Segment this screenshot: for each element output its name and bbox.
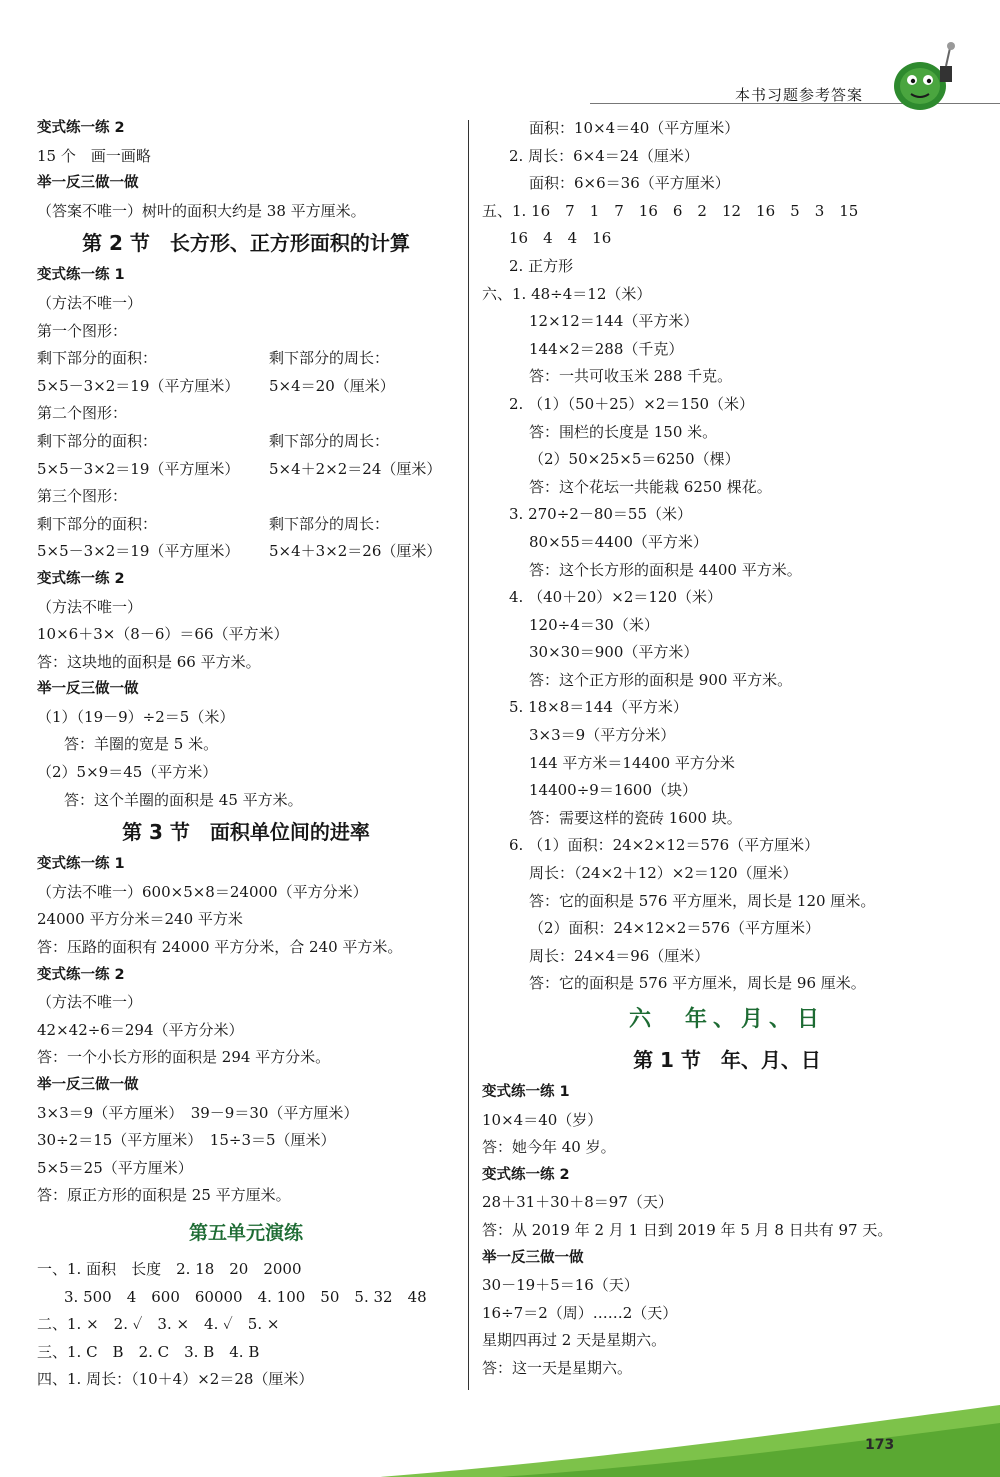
answer-line: 答：这个长方形的面积是 4400 平方米。 (529, 560, 802, 579)
answer-line: 一、1. 面积 长度 2. 18 20 2000 (37, 1259, 302, 1278)
answer-line: 16÷7＝2（周）……2（天） (482, 1303, 678, 1322)
answer-line: 15 个 画一画略 (37, 146, 151, 165)
answer-line: 12×12＝144（平方米） (529, 312, 699, 331)
answer-text: 5×5－3×2＝19（平方厘米） (37, 376, 240, 395)
answer-line: 10×4＝40（岁） (482, 1110, 603, 1129)
exercise-label: 举一反三做一做 (482, 1249, 584, 1266)
answer-line: （2）面积：24×12×2＝576（平方厘米） (529, 919, 821, 938)
answer-column-left (37, 115, 455, 1394)
answer-line: 5×5＝25（平方厘米） (37, 1158, 193, 1177)
answer-text: 剩下部分的面积： (37, 431, 158, 450)
exercise-label: 变式练一练 2 (37, 120, 125, 136)
answer-line: 3. 500 4 600 60000 4. 100 50 5. 32 48 (64, 1287, 427, 1306)
answer-line: （方法不唯一） (37, 293, 143, 312)
section-title: 第 2 节 长方形、正方形面积的计算 (82, 231, 410, 256)
answer-line: 3×3＝9（平方分米） (529, 726, 676, 745)
page-header-title: 本书习题参考答案 (735, 86, 864, 104)
answer-line: （方法不唯一） (37, 597, 143, 616)
answer-line: 42×42÷6＝294（平方分米） (37, 1020, 244, 1039)
answer-line: 周长：（24×2＋12）×2＝120（厘米） (529, 864, 798, 883)
answer-line: 三、1. C B 2. C 3. B 4. B (37, 1342, 260, 1361)
answer-line: 五、1. 16 7 1 7 16 6 2 12 16 5 3 15 (482, 201, 859, 220)
answer-line: 答：她今年 40 岁。 (482, 1138, 616, 1157)
answer-line: 周长：24×4＝96（厘米） (529, 946, 710, 965)
answer-line: 答：原正方形的面积是 25 平方厘米。 (37, 1186, 291, 1205)
answer-line: 四、1. 周长：（10＋4）×2＝28（厘米） (37, 1370, 314, 1389)
answer-text: 剩下部分的周长： (269, 431, 390, 450)
answer-line: 2. （1）（50＋25）×2＝150（米） (509, 394, 755, 413)
page-number: 173 (865, 1437, 895, 1453)
answer-line: 面积：6×6＝36（平方厘米） (529, 174, 730, 193)
answer-line: 120÷4＝30（米） (529, 615, 659, 634)
answer-line: 144 平方米＝14400 平方分米 (529, 753, 735, 772)
answer-line: 3×3＝9（平方厘米） 39－9＝30（平方厘米） (37, 1103, 359, 1122)
answer-line: 答：这个正方形的面积是 900 平方米。 (529, 670, 793, 689)
answer-line: 答：压路的面积有 24000 平方分米，合 240 平方米。 (37, 938, 403, 957)
answer-line: 80×55＝4400（平方米） (529, 532, 708, 551)
answer-line: 30－19＋5＝16（天） (482, 1276, 639, 1295)
mascot-icon (878, 40, 968, 115)
answer-line: 6. （1）面积：24×2×12＝576（平方厘米） (509, 836, 820, 855)
answer-text: 剩下部分的面积： (37, 514, 158, 533)
answer-line: 二、1. × 2. ✓ 3. × 4. ✓ 5. × (37, 1315, 280, 1334)
exercise-label: 举一反三做一做 (37, 1077, 139, 1093)
answer-line: 10×6＋3×（8－6）＝66（平方米） (37, 625, 289, 644)
answer-line: 答：围栏的长度是 150 米。 (529, 422, 718, 441)
exercise-label: 变式练一练 2 (37, 966, 125, 983)
answer-text: 剩下部分的周长： (269, 514, 390, 533)
exercise-label: 变式练一练 1 (482, 1084, 570, 1100)
answer-line: （2）5×9＝45（平方米） (37, 763, 218, 782)
answer-text: 剩下部分的周长： (269, 349, 390, 368)
chapter-title: 六 年、月、日 (628, 1007, 825, 1032)
answer-line: 3. 270÷2－80＝55（米） (509, 505, 692, 524)
answer-line: 2. 正方形 (509, 256, 574, 275)
answer-text: 5×5－3×2＝19（平方厘米） (37, 459, 240, 478)
answer-text: 5×4＋3×2＝26（厘米） (269, 542, 442, 561)
answer-line: （2）50×25×5＝6250（棵） (529, 450, 740, 469)
exercise-label: 变式练一练 1 (37, 856, 125, 873)
answer-line: 2. 周长：6×4＝24（厘米） (509, 146, 699, 165)
exercise-label: 举一反三做一做 (37, 175, 139, 192)
answer-line: 第一个图形： (37, 321, 128, 340)
answer-line: 答：一共可收玉米 288 千克。 (529, 367, 733, 386)
answer-line-pair (37, 345, 455, 373)
answer-line: （方法不唯一） (37, 993, 143, 1012)
section-title: 第 1 节 年、月、日 (633, 1048, 821, 1072)
column-divider (468, 120, 469, 1390)
unit-title: 第五单元演练 (188, 1221, 303, 1244)
answer-line: 六、1. 48÷4＝12（米） (482, 284, 652, 303)
answer-line-pair (37, 538, 455, 566)
footer-grass-decoration (0, 1397, 1000, 1477)
exercise-label: 变式练一练 2 (37, 570, 125, 587)
answer-line: 答：需要这样的瓷砖 1600 块。 (529, 808, 742, 827)
answer-line-pair (37, 456, 455, 484)
answer-line: 星期四再过 2 天是星期六。 (482, 1331, 667, 1350)
answer-line: 4. （40＋20）×2＝120（米） (509, 588, 722, 607)
answer-line: 答：这一天是星期六。 (482, 1358, 633, 1377)
answer-line-pair (37, 373, 455, 401)
answer-text: 5×4＝20（厘米） (269, 376, 395, 395)
answer-line: 第三个图形： (37, 487, 128, 506)
answer-line: 答：它的面积是 576 平方厘米，周长是 96 厘米。 (529, 974, 866, 993)
answer-line: （方法不唯一）600×5×8＝24000（平方分米） (37, 882, 368, 901)
answer-line: 答：这个花坛一共能栽 6250 棵花。 (529, 477, 772, 496)
answer-line: 答：羊圈的宽是 5 米。 (64, 735, 219, 754)
answer-line: 答：一个小长方形的面积是 294 平方分米。 (37, 1048, 331, 1067)
section-title: 第 3 节 面积单位间的进率 (122, 820, 370, 845)
answer-text: 5×4＋2×2＝24（厘米） (269, 459, 442, 478)
answer-line: 答：这块地的面积是 66 平方米。 (37, 652, 261, 671)
answer-column-right (482, 115, 972, 1383)
answer-line: 面积：10×4＝40（平方厘米） (529, 119, 740, 137)
answer-text: 剩下部分的面积： (37, 349, 158, 368)
answer-line-pair (37, 428, 455, 456)
answer-line: （1）（19－9）÷2＝5（米） (37, 707, 235, 726)
answer-line: 14400÷9＝1600（块） (529, 781, 698, 800)
answer-line: 30×30＝900（平方米） (529, 643, 699, 662)
answer-line: 30÷2＝15（平方厘米） 15÷3＝5（厘米） (37, 1131, 336, 1150)
answer-line: 第二个图形： (37, 404, 128, 423)
answer-text: 5×5－3×2＝19（平方厘米） (37, 542, 240, 561)
answer-line: 答：从 2019 年 2 月 1 日到 2019 年 5 月 8 日共有 97 天。 (482, 1220, 893, 1239)
exercise-label: 变式练一练 2 (482, 1166, 570, 1183)
exercise-label: 举一反三做一做 (37, 681, 139, 698)
answer-line: 24000 平方分米＝240 平方米 (37, 910, 243, 929)
answer-line: 答：这个羊圈的面积是 45 平方米。 (64, 790, 303, 809)
answer-line-pair (37, 511, 455, 539)
answer-line: 答：它的面积是 576 平方厘米，周长是 120 厘米。 (529, 891, 876, 910)
exercise-label: 变式练一练 1 (37, 267, 125, 284)
answer-line: 16 4 4 16 (509, 229, 612, 248)
answer-line: 144×2＝288（千克） (529, 339, 684, 358)
answer-line: 28＋31＋30＋8＝97（天） (482, 1193, 673, 1212)
answer-line: （答案不唯一）树叶的面积大约是 38 平方厘米。 (37, 201, 366, 220)
answer-line: 5. 18×8＝144（平方米） (509, 698, 688, 717)
